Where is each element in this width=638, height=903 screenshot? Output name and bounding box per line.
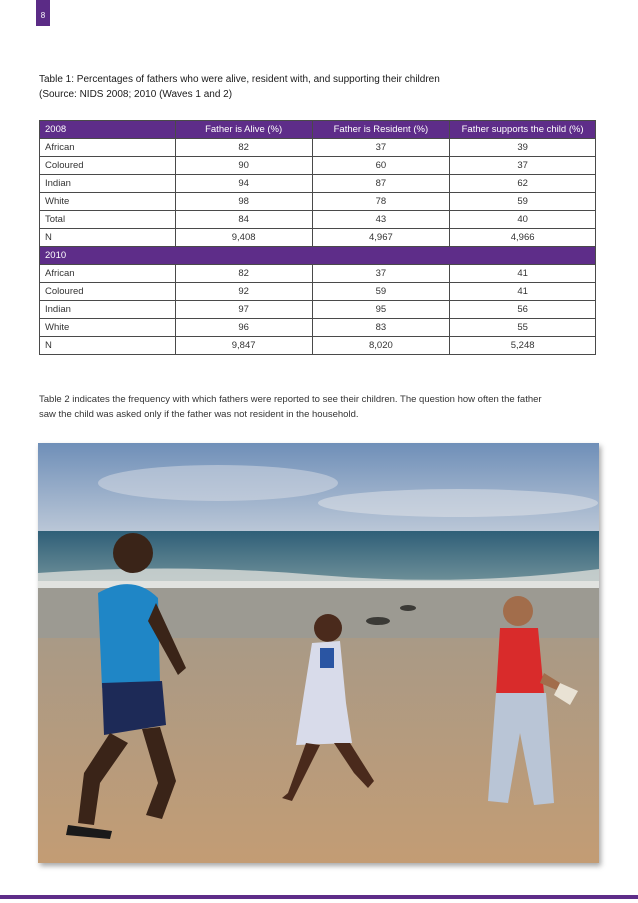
table-header-row	[40, 121, 596, 139]
table-cell: 62	[450, 175, 596, 193]
table-row	[40, 337, 596, 355]
section-2010-label: 2010	[40, 247, 596, 265]
table-cell: 95	[312, 301, 450, 319]
table-row	[40, 283, 596, 301]
table-cell: 41	[450, 265, 596, 283]
row-label: Indian	[40, 301, 176, 319]
table-cell: 60	[312, 157, 450, 175]
table-cell: 9,408	[175, 229, 312, 247]
row-label: Total	[40, 211, 176, 229]
row-label: White	[40, 319, 176, 337]
table-cell: 56	[450, 301, 596, 319]
row-label: African	[40, 265, 176, 283]
page-number-tab	[36, 0, 50, 26]
table-cell: 84	[175, 211, 312, 229]
table-cell: Father supports the child (%)	[450, 121, 596, 139]
table-cell: 82	[175, 265, 312, 283]
table-cell: 87	[312, 175, 450, 193]
row-label: African	[40, 139, 176, 157]
table-cell: Father is Alive (%)	[175, 121, 312, 139]
table-row	[40, 139, 596, 157]
table-cell: 37	[450, 157, 596, 175]
table-row	[40, 157, 596, 175]
table-cell: 82	[175, 139, 312, 157]
caption-line-1: Table 1: Percentages of fathers who were alive, resident with, and supporting their children	[39, 74, 440, 85]
row-label: Coloured	[40, 283, 176, 301]
row-label: N	[40, 229, 176, 247]
fathers-table	[39, 120, 596, 355]
table-cell: 59	[312, 283, 450, 301]
table-row	[40, 319, 596, 337]
table-cell: 55	[450, 319, 596, 337]
table-cell: 94	[175, 175, 312, 193]
section-2010-row	[40, 247, 596, 265]
table-cell: 8,020	[312, 337, 450, 355]
table-cell: 78	[312, 193, 450, 211]
table-cell: Father is Resident (%)	[312, 121, 450, 139]
paragraph-line-2: saw the child was asked only if the father was not resident in the household.	[39, 409, 359, 420]
table-row	[40, 193, 596, 211]
row-label: Coloured	[40, 157, 176, 175]
row-label: 2008	[40, 121, 176, 139]
beach-photo	[38, 443, 599, 863]
table-cell: 90	[175, 157, 312, 175]
paragraph-line-1: Table 2 indicates the frequency with which fathers were reported to see their children. The question how often the father	[39, 394, 542, 405]
table-cell: 5,248	[450, 337, 596, 355]
table-cell: 37	[312, 139, 450, 157]
table-cell: 97	[175, 301, 312, 319]
table-cell: 98	[175, 193, 312, 211]
table-cell: 37	[312, 265, 450, 283]
table-cell: 41	[450, 283, 596, 301]
table-cell: 39	[450, 139, 596, 157]
table-row	[40, 301, 596, 319]
table-row	[40, 229, 596, 247]
table-cell: 96	[175, 319, 312, 337]
table-cell: 59	[450, 193, 596, 211]
table-row	[40, 175, 596, 193]
body-paragraph	[39, 392, 599, 422]
caption-line-2: (Source: NIDS 2008; 2010 (Waves 1 and 2)	[39, 89, 233, 100]
row-label: N	[40, 337, 176, 355]
table-cell: 83	[312, 319, 450, 337]
table-cell: 9,847	[175, 337, 312, 355]
table-cell: 4,967	[312, 229, 450, 247]
table-caption	[39, 72, 599, 102]
table-row	[40, 265, 596, 283]
row-label: Indian	[40, 175, 176, 193]
row-label: White	[40, 193, 176, 211]
page-number: 8	[40, 11, 46, 20]
table-cell: 40	[450, 211, 596, 229]
table-cell: 92	[175, 283, 312, 301]
footer-bar	[0, 895, 638, 899]
table-row	[40, 211, 596, 229]
beach-scene-illustration	[38, 443, 599, 863]
table-cell: 4,966	[450, 229, 596, 247]
table-cell: 43	[312, 211, 450, 229]
